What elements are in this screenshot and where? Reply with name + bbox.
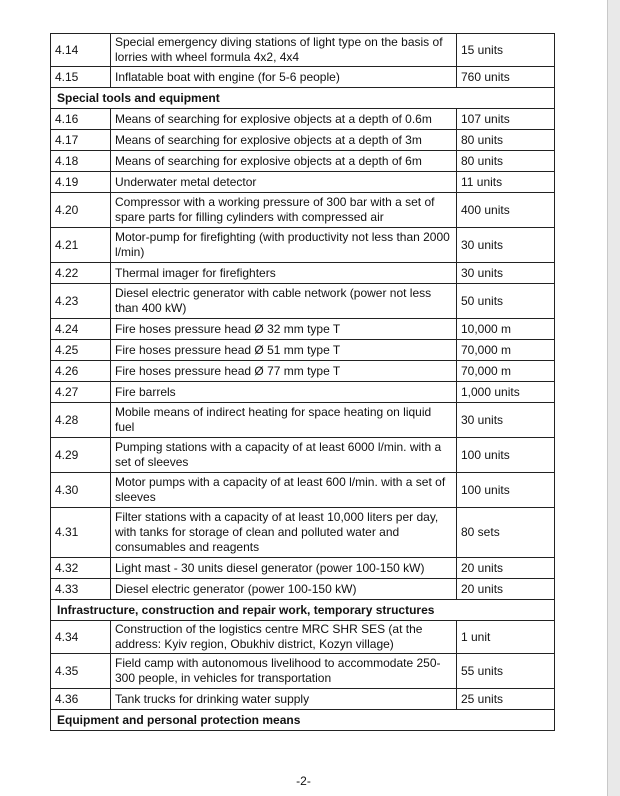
item-number: 4.28 — [51, 403, 111, 438]
item-quantity: 30 units — [457, 263, 555, 284]
page-number: -2- — [296, 774, 311, 788]
table-row — [51, 438, 555, 473]
section-title: Special tools and equipment — [51, 88, 555, 109]
item-quantity: 1 unit — [457, 621, 555, 654]
item-description: Fire hoses pressure head Ø 32 mm type T — [111, 319, 457, 340]
item-number: 4.19 — [51, 172, 111, 193]
item-number: 4.14 — [51, 34, 111, 67]
section-header-row — [51, 88, 555, 109]
table-row — [51, 151, 555, 172]
item-quantity: 100 units — [457, 438, 555, 473]
item-number: 4.20 — [51, 193, 111, 228]
item-number: 4.25 — [51, 340, 111, 361]
viewer-scrollbar-track[interactable] — [608, 0, 620, 796]
item-description: Motor pumps with a capacity of at least 600 l/min. with a set of sleeves — [111, 473, 457, 508]
item-description: Fire hoses pressure head Ø 77 mm type T — [111, 361, 457, 382]
section-title: Infrastructure, construction and repair work, temporary structures — [51, 600, 555, 621]
item-quantity: 80 units — [457, 151, 555, 172]
item-quantity: 50 units — [457, 284, 555, 319]
item-quantity: 11 units — [457, 172, 555, 193]
item-number: 4.30 — [51, 473, 111, 508]
item-description: Compressor with a working pressure of 300 bar with a set of spare parts for filling cylinders with compressed air — [111, 193, 457, 228]
table-row — [51, 473, 555, 508]
table-row — [51, 340, 555, 361]
item-number: 4.34 — [51, 621, 111, 654]
table-row — [51, 284, 555, 319]
table-row — [51, 67, 555, 88]
item-description: Pumping stations with a capacity of at least 6000 l/min. with a set of sleeves — [111, 438, 457, 473]
item-quantity: 760 units — [457, 67, 555, 88]
table-row — [51, 172, 555, 193]
item-description: Filter stations with a capacity of at least 10,000 liters per day, with tanks for storage of clean and polluted water and consumables and reagents — [111, 508, 457, 558]
item-number: 4.26 — [51, 361, 111, 382]
item-description: Tank trucks for drinking water supply — [111, 689, 457, 710]
item-number: 4.24 — [51, 319, 111, 340]
table-row — [51, 34, 555, 67]
item-number: 4.36 — [51, 689, 111, 710]
table-row — [51, 319, 555, 340]
table-row — [51, 689, 555, 710]
item-description: Construction of the logistics centre MRC SHR SES (at the address: Kyiv region, Obukhiv district, Kozyn village) — [111, 621, 457, 654]
item-description: Fire barrels — [111, 382, 457, 403]
item-quantity: 20 units — [457, 558, 555, 579]
item-quantity: 20 units — [457, 579, 555, 600]
item-number: 4.16 — [51, 109, 111, 130]
table-body — [51, 34, 555, 731]
item-quantity: 55 units — [457, 654, 555, 689]
item-quantity: 15 units — [457, 34, 555, 67]
table-row — [51, 621, 555, 654]
table-row — [51, 361, 555, 382]
item-quantity: 100 units — [457, 473, 555, 508]
table-row — [51, 558, 555, 579]
table-row — [51, 579, 555, 600]
table-row — [51, 382, 555, 403]
item-quantity: 80 units — [457, 130, 555, 151]
item-number: 4.32 — [51, 558, 111, 579]
item-quantity: 30 units — [457, 403, 555, 438]
item-number: 4.22 — [51, 263, 111, 284]
item-quantity: 10,000 m — [457, 319, 555, 340]
item-description: Underwater metal detector — [111, 172, 457, 193]
table-row — [51, 263, 555, 284]
item-number: 4.33 — [51, 579, 111, 600]
item-number: 4.23 — [51, 284, 111, 319]
item-description: Inflatable boat with engine (for 5-6 people) — [111, 67, 457, 88]
item-number: 4.27 — [51, 382, 111, 403]
item-description: Light mast - 30 units diesel generator (power 100-150 kW) — [111, 558, 457, 579]
section-header-row — [51, 600, 555, 621]
item-quantity: 70,000 m — [457, 340, 555, 361]
item-number: 4.17 — [51, 130, 111, 151]
item-description: Means of searching for explosive objects at a depth of 0.6m — [111, 109, 457, 130]
table-row — [51, 130, 555, 151]
table-row — [51, 508, 555, 558]
item-description: Fire hoses pressure head Ø 51 mm type T — [111, 340, 457, 361]
equipment-table — [50, 33, 555, 731]
item-number: 4.31 — [51, 508, 111, 558]
item-description: Special emergency diving stations of light type on the basis of lorries with wheel formula 4x2, 4x4 — [111, 34, 457, 67]
item-number: 4.29 — [51, 438, 111, 473]
item-quantity: 80 sets — [457, 508, 555, 558]
item-quantity: 107 units — [457, 109, 555, 130]
section-title: Equipment and personal protection means — [51, 710, 555, 731]
item-quantity: 1,000 units — [457, 382, 555, 403]
item-number: 4.18 — [51, 151, 111, 172]
item-quantity: 70,000 m — [457, 361, 555, 382]
item-description: Motor-pump for firefighting (with productivity not less than 2000 l/min) — [111, 228, 457, 263]
table-row — [51, 228, 555, 263]
item-description: Means of searching for explosive objects at a depth of 3m — [111, 130, 457, 151]
item-quantity: 400 units — [457, 193, 555, 228]
item-quantity: 25 units — [457, 689, 555, 710]
table-row — [51, 109, 555, 130]
section-header-row — [51, 710, 555, 731]
item-number: 4.35 — [51, 654, 111, 689]
item-description: Mobile means of indirect heating for space heating on liquid fuel — [111, 403, 457, 438]
item-description: Diesel electric generator with cable network (power not less than 400 kW) — [111, 284, 457, 319]
table-row — [51, 403, 555, 438]
item-number: 4.15 — [51, 67, 111, 88]
item-description: Thermal imager for firefighters — [111, 263, 457, 284]
table-row — [51, 193, 555, 228]
item-quantity: 30 units — [457, 228, 555, 263]
item-description: Means of searching for explosive objects at a depth of 6m — [111, 151, 457, 172]
item-description: Diesel electric generator (power 100-150 kW) — [111, 579, 457, 600]
table-row — [51, 654, 555, 689]
item-number: 4.21 — [51, 228, 111, 263]
item-description: Field camp with autonomous livelihood to accommodate 250-300 people, in vehicles for transportation — [111, 654, 457, 689]
